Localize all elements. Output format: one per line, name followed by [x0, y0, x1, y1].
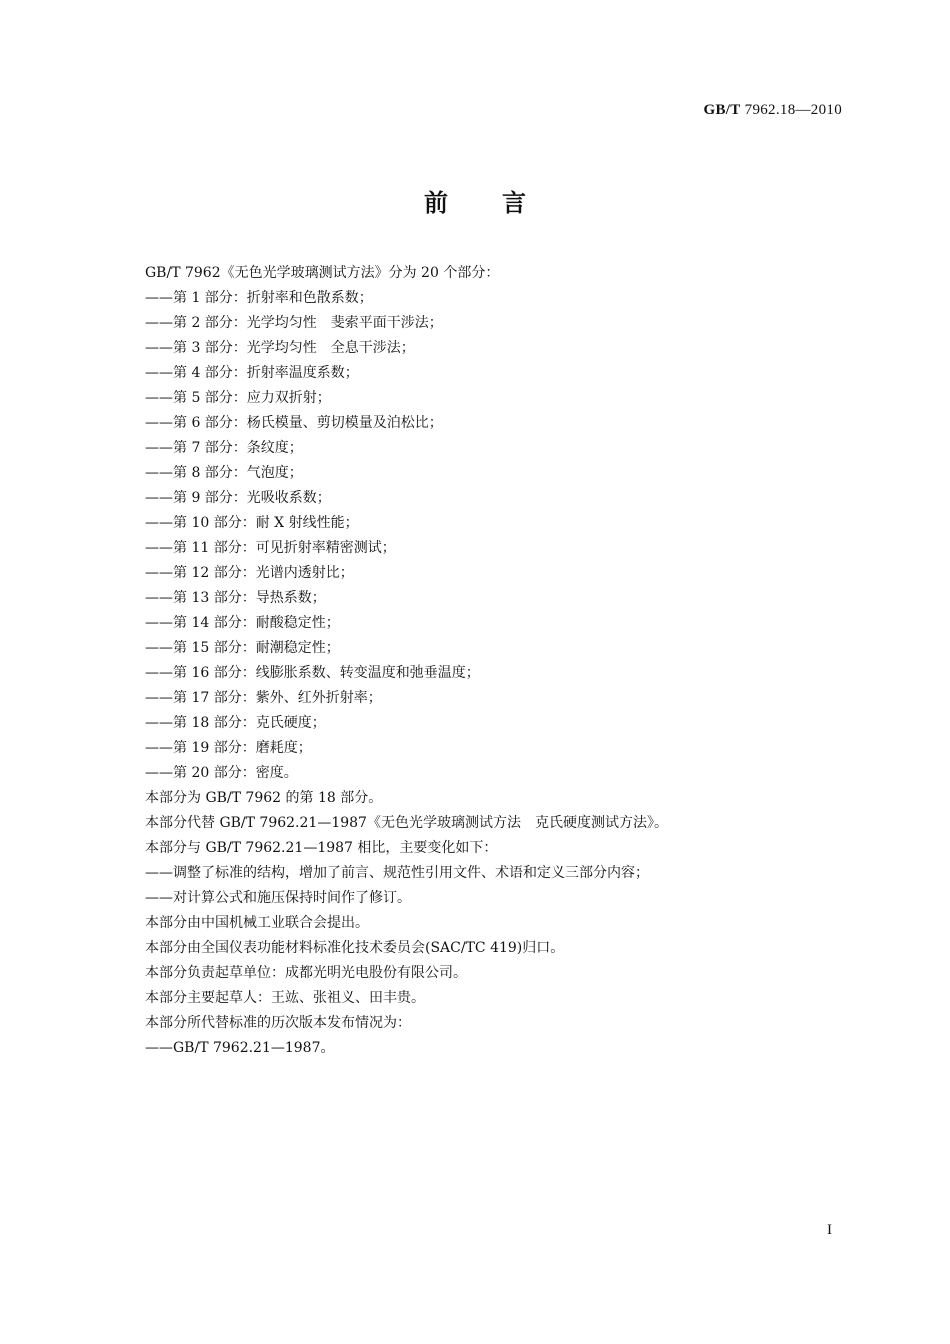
- foreword-line: ——第 6 部分：杨氏模量、剪切模量及泊松比；: [145, 415, 443, 431]
- foreword-line: ——第 20 部分：密度。: [145, 765, 298, 781]
- foreword-line: 本部分为 GB/T 7962 的第 18 部分。: [145, 790, 383, 806]
- standard-number: 7962.18—2010: [744, 102, 842, 118]
- foreword-line: ——第 2 部分：光学均匀性 斐索平面干涉法；: [145, 315, 443, 331]
- foreword-line: ——第 13 部分：导热系数；: [145, 590, 326, 606]
- foreword-line: ——调整了标准的结构，增加了前言、规范性引用文件、术语和定义三部分内容；: [145, 865, 649, 881]
- foreword-line: 本部分代替 GB/T 7962.21—1987《无色光学玻璃测试方法 克氏硬度测试方法》。: [145, 815, 668, 831]
- foreword-line: ——第 9 部分：光吸收系数；: [145, 490, 331, 506]
- page-number: I: [827, 1222, 832, 1238]
- foreword-line: ——第 8 部分：气泡度；: [145, 465, 303, 481]
- foreword-line: 本部分与 GB/T 7962.21—1987 相比，主要变化如下：: [145, 840, 498, 856]
- foreword-line: ——第 18 部分：克氏硬度；: [145, 715, 326, 731]
- foreword-line: ——第 5 部分：应力双折射；: [145, 390, 331, 406]
- foreword-line: ——第 17 部分：紫外、红外折射率；: [145, 690, 382, 706]
- foreword-line: ——第 1 部分：折射率和色散系数；: [145, 290, 373, 306]
- foreword-body: [145, 261, 845, 1061]
- foreword-line: ——第 19 部分：磨耗度；: [145, 740, 312, 756]
- page-title: [0, 183, 950, 218]
- foreword-line: ——第 7 部分：条纹度；: [145, 440, 303, 456]
- title-char-1: 前: [424, 189, 448, 217]
- title-char-2: 言: [502, 189, 526, 217]
- standard-code-header: [704, 102, 842, 119]
- foreword-line: ——第 14 部分：耐酸稳定性；: [145, 615, 340, 631]
- foreword-line: 本部分负责起草单位：成都光明光电股份有限公司。: [145, 965, 467, 981]
- foreword-line: 本部分由中国机械工业联合会提出。: [145, 915, 369, 931]
- foreword-line: ——第 11 部分：可见折射率精密测试；: [145, 540, 396, 556]
- foreword-line: 本部分由全国仪表功能材料标准化技术委员会(SAC/TC 419)归口。: [145, 940, 565, 956]
- standard-prefix: GB/T: [703, 102, 741, 118]
- foreword-line: ——第 3 部分：光学均匀性 全息干涉法；: [145, 340, 415, 356]
- foreword-line: ——第 4 部分：折射率温度系数；: [145, 365, 359, 381]
- foreword-line: ——第 15 部分：耐潮稳定性；: [145, 640, 340, 656]
- foreword-line: 本部分主要起草人：王竑、张祖义、田丰贵。: [145, 990, 425, 1006]
- foreword-line: ——第 16 部分：线膨胀系数、转变温度和弛垂温度；: [145, 665, 480, 681]
- foreword-line: ——对计算公式和施压保持时间作了修订。: [145, 890, 411, 906]
- foreword-line: ——第 12 部分：光谱内透射比；: [145, 565, 354, 581]
- foreword-line: GB/T 7962《无色光学玻璃测试方法》分为 20 个部分：: [145, 265, 500, 281]
- foreword-line: ——第 10 部分：耐 X 射线性能；: [145, 515, 359, 531]
- foreword-line: 本部分所代替标准的历次版本发布情况为：: [145, 1015, 411, 1031]
- foreword-line: ——GB/T 7962.21—1987。: [145, 1040, 335, 1056]
